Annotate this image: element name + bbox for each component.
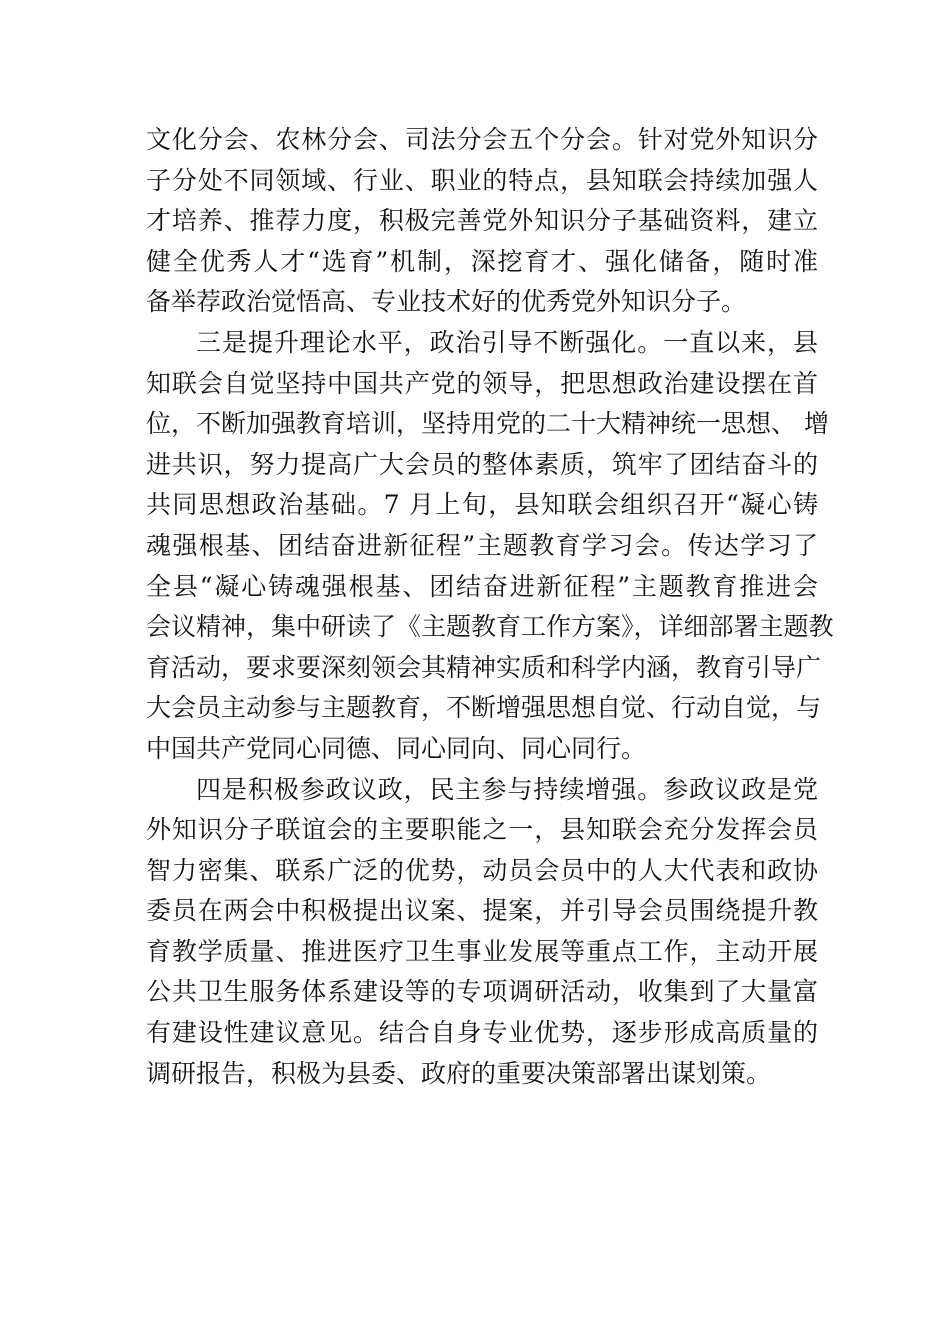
text-line: 公共卫生服务体系建设等的专项调研活动，收集到了大量富 <box>146 977 818 1007</box>
text-line: 位，不断加强教育培训，坚持用党的二十大精神统一思想、 增 <box>146 409 829 439</box>
text-line: 育教学质量、推进医疗卫生事业发展等重点工作，主动开展 <box>146 936 818 966</box>
text-line: 三是提升理论水平，政治引导不断强化。一直以来，县 <box>196 327 818 357</box>
document-body <box>146 120 834 1094</box>
paragraph <box>146 770 818 1095</box>
text-line: 委员在两会中积极提出议案、提案，并引导会员围绕提升教 <box>146 896 818 926</box>
text-line: 会议精神，集中研读了《主题教育工作方案》，详细部署主题教 <box>146 612 834 642</box>
paragraph <box>146 323 834 770</box>
paragraph <box>146 120 818 323</box>
text-line: 中国共产党同心同德、同心同向、同心同行。 <box>146 733 647 763</box>
text-line: 魂强根基、团结奋进新征程”主题教育学习会。传达学习了 <box>146 530 818 560</box>
text-line: 育活动，要求要深刻领会其精神实质和科学内涵，教育引导广 <box>146 652 822 682</box>
text-line: 有建设性建议意见。结合自身专业优势，逐步形成高质量的 <box>146 1018 818 1048</box>
text-line: 外知识分子联谊会的主要职能之一，县知联会充分发挥会员 <box>146 815 818 845</box>
text-line: 大会员主动参与主题教育，不断增强思想自觉、行动自觉，与 <box>146 693 822 723</box>
text-line: 健全优秀人才“选育”机制，深挖育才、强化储备，随时准 <box>146 246 818 276</box>
text-line: 文化分会、农林分会、司法分会五个分会。针对党外知识分 <box>146 125 818 154</box>
text-line: 备举荐政治觉悟高、专业技术好的优秀党外知识分子。 <box>146 287 747 317</box>
text-line: 知联会自觉坚持中国共产党的领导，把思想政治建设摆在首 <box>146 368 818 398</box>
text-line: 调研报告，积极为县委、政府的重要决策部署出谋划策。 <box>146 1058 772 1088</box>
text-line: 共同思想政治基础。7 月上旬，县知联会组织召开“凝心铸 <box>146 490 818 520</box>
text-line: 智力密集、联系广泛的优势，动员会员中的人大代表和政协 <box>146 855 818 885</box>
text-line: 子分处不同领域、行业、职业的特点，县知联会持续加强人 <box>146 165 818 195</box>
text-line: 全县“凝心铸魂强根基、团结奋进新征程”主题教育推进会 <box>146 571 818 601</box>
text-line: 进共识，努力提高广大会员的整体素质，筑牢了团结奋斗的 <box>146 449 818 479</box>
text-line: 四是积极参政议政，民主参与持续增强。参政议政是党 <box>196 774 818 804</box>
text-line: 才培养、推荐力度，积极完善党外知识分子基础资料，建立 <box>146 206 818 236</box>
